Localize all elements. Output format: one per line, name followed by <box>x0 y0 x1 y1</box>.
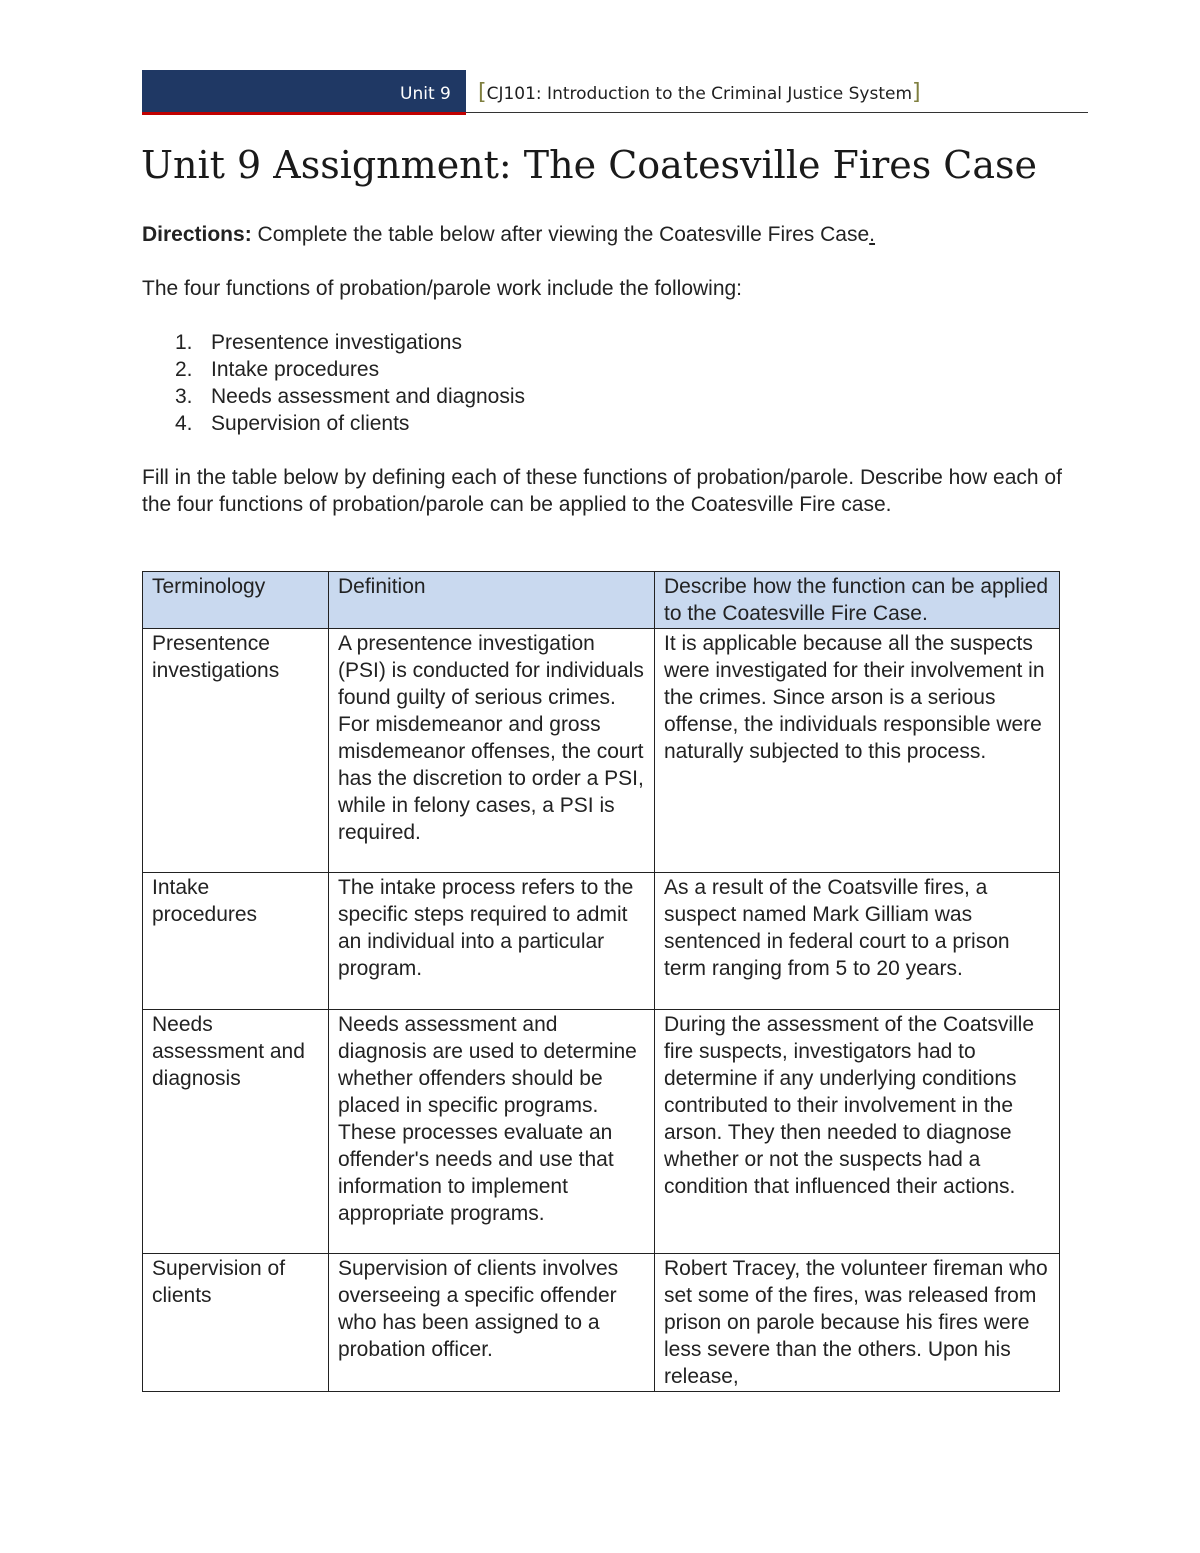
list-number: 3. <box>175 385 193 408</box>
bracket-open-icon: [ <box>478 80 487 105</box>
page-title: Unit 9 Assignment: The Coatesville Fires Case <box>141 143 1038 187</box>
header-rule <box>466 112 1088 113</box>
term-cell: Presentence investigations <box>143 629 329 873</box>
directions-text: Complete the table below after viewing the Coatesville Fires Case <box>251 223 870 246</box>
list-label: Needs assessment and diagnosis <box>211 385 526 408</box>
list-number: 4. <box>175 412 193 435</box>
list-item <box>142 410 525 437</box>
course-name: CJ101: Introduction to the Criminal Justice System <box>486 84 913 104</box>
list-number: 2. <box>175 358 193 381</box>
term-cell: Supervision of clients <box>143 1254 329 1392</box>
table-row <box>143 629 1060 873</box>
header-course-title <box>478 80 921 105</box>
table-row <box>143 1254 1060 1392</box>
intro-text: The four functions of probation/parole work include the following: <box>142 277 743 300</box>
list-number: 1. <box>175 331 193 354</box>
list-item <box>142 329 525 356</box>
directions-label: Directions: <box>142 223 252 246</box>
instructions-text: Fill in the table below by defining each of these functions of probation/parole. Describe how each of the four functions of probation/parole can be applied to the Coatesville Fire case. <box>142 466 1062 516</box>
column-header-terminology: Terminology <box>143 572 329 629</box>
application-cell: During the assessment of the Coatsville fire suspects, investigators had to determine if any underlying conditions contributed to their involvement in the arson. They then needed to diagnose whether or not the suspects had a condition that influenced their actions. <box>655 1010 1060 1254</box>
list-label: Intake procedures <box>211 358 380 381</box>
definition-cell: Needs assessment and diagnosis are used to determine whether offenders should be placed in specific programs. These processes evaluate an offender's needs and use that information to implement appropriate programs. <box>329 1010 655 1254</box>
functions-list <box>142 329 525 437</box>
list-item <box>142 383 525 410</box>
definition-cell: A presentence investigation (PSI) is conducted for individuals found guilty of serious crimes. For misdemeanor and gross misdemeanor offenses, the court has the discretion to order a PSI, while in felony cases, a PSI is required. <box>329 629 655 873</box>
directions-link[interactable]: . <box>869 223 876 246</box>
definition-cell: The intake process refers to the specific steps required to admit an individual into a particular program. <box>329 873 655 1010</box>
application-cell: It is applicable because all the suspects were investigated for their involvement in the crimes. Since arson is a serious offense, the individuals responsible were naturally subjected to this process. <box>655 629 1060 873</box>
list-label: Supervision of clients <box>211 412 410 435</box>
term-cell: Needs assessment and diagnosis <box>143 1010 329 1254</box>
header-unit-label: Unit 9 <box>400 84 451 104</box>
table-row <box>143 873 1060 1010</box>
table-row <box>143 1010 1060 1254</box>
functions-table <box>142 571 1060 1392</box>
column-header-definition: Definition <box>329 572 655 629</box>
column-header-application: Describe how the function can be applied to the Coatesville Fire Case. <box>655 572 1060 629</box>
bracket-close-icon: ] <box>912 80 921 105</box>
list-label: Presentence investigations <box>211 331 462 354</box>
application-cell: As a result of the Coatsville fires, a suspect named Mark Gilliam was sentenced in federal court to a prison term ranging from 5 to 20 years. <box>655 873 1060 1010</box>
directions <box>142 221 875 248</box>
term-cell: Intake procedures <box>143 873 329 1010</box>
header-accent-line <box>142 112 466 115</box>
application-cell: Robert Tracey, the volunteer fireman who set some of the fires, was released from prison on parole because his fires were less severe than the others. Upon his release, <box>655 1254 1060 1392</box>
list-item <box>142 356 525 383</box>
table-header-row <box>143 572 1060 629</box>
definition-cell: Supervision of clients involves overseeing a specific offender who has been assigned to a probation officer. <box>329 1254 655 1392</box>
